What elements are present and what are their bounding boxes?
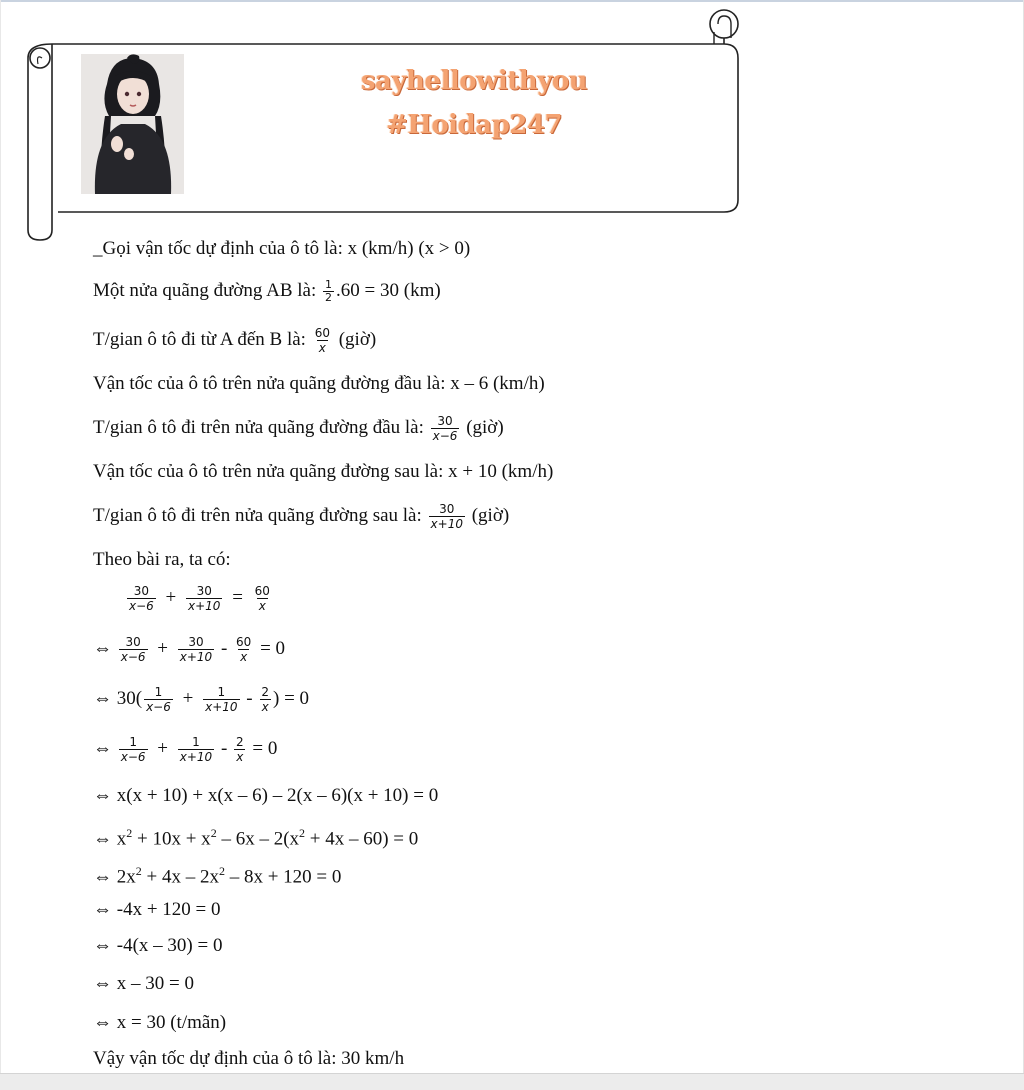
equation-text: x – 30 = 0 (116, 973, 194, 994)
bottom-scrollbar-area[interactable] (0, 1073, 1024, 1090)
line-first-half-velocity: Vận tốc của ô tô trên nửa quãng đường đầu là: x – 6 (km/h) (93, 373, 545, 394)
numerator: 30 (125, 635, 141, 649)
text: T/gian ô tô đi trên nửa quãng đường sau là: (93, 504, 422, 526)
equivalence-sign: ⇔ (93, 687, 112, 709)
fraction (119, 735, 148, 764)
equivalence-sign: ⇔ (93, 637, 112, 659)
fraction (313, 326, 332, 355)
plus-sign: + (157, 737, 169, 759)
equation-step-8 (93, 898, 221, 922)
denominator: 2 (325, 291, 333, 305)
text: T/gian ô tô đi trên nửa quãng đường đầu là: (93, 416, 424, 438)
brand-name: sayhellowithyou (360, 66, 588, 96)
exponent: 2 (135, 864, 142, 878)
equation-step-5 (93, 784, 438, 808)
numerator: 30 (133, 584, 150, 598)
denominator: x+10 (430, 517, 463, 531)
line-half-distance (93, 279, 441, 304)
denominator: x−6 (120, 750, 146, 764)
fraction (144, 685, 173, 714)
fraction (234, 635, 253, 664)
line-second-half-time (93, 502, 509, 531)
equation-text: 2x (116, 866, 136, 888)
plus-sign: + (157, 637, 169, 659)
equivalence-sign: ⇔ (93, 899, 112, 920)
equivalence-sign: ⇔ (93, 737, 112, 759)
equation-step-7 (93, 859, 341, 889)
equation-text: x = 30 (t/mãn) (116, 1012, 227, 1033)
numerator: 30 (196, 584, 212, 598)
denominator: x−6 (146, 700, 171, 714)
numerator: 30 (188, 635, 204, 649)
equation-step-2 (93, 635, 285, 664)
numerator: 1 (325, 278, 333, 292)
exponent: 2 (210, 826, 217, 840)
plus-sign: + (182, 687, 194, 709)
equivalence-sign: ⇔ (93, 935, 112, 956)
numerator: 60 (236, 635, 252, 649)
fraction (234, 735, 246, 764)
brand-tag: #Hoidap247 (385, 110, 563, 140)
line-first-half-time (93, 414, 504, 443)
fraction (323, 279, 334, 304)
line-second-half-velocity: Vận tốc của ô tô trên nửa quãng đường sau là: x + 10 (km/h) (93, 461, 554, 482)
numerator: 1 (129, 735, 137, 749)
fraction (178, 735, 214, 764)
exponent: 2 (126, 826, 133, 840)
denominator: x−6 (432, 429, 458, 443)
line-let-velocity: _Gọi vận tốc dự định của ô tô là: x (km/h) (x > 0) (93, 238, 471, 259)
equation-step-10 (93, 972, 194, 996)
equation-step-1 (125, 584, 274, 613)
equation-text: -4(x – 30) = 0 (116, 935, 223, 956)
fraction (178, 635, 214, 664)
fraction (119, 635, 148, 664)
equation-step-11 (93, 1011, 226, 1035)
equation-text: + 4x – 60) = 0 (305, 828, 419, 850)
denominator: x (236, 750, 244, 764)
equation-step-6 (93, 821, 418, 851)
denominator: x (261, 700, 269, 714)
window-left-border (0, 0, 1, 1089)
line-total-time (93, 326, 376, 355)
denominator: x (240, 650, 248, 664)
denominator: x+10 (179, 650, 213, 664)
equation-text: + 10x + x (132, 828, 211, 850)
equation-step-4 (93, 735, 277, 764)
conclusion-line: Vậy vận tốc dự định của ô tô là: 30 km/h (93, 1048, 405, 1069)
text: (giờ) (471, 504, 510, 526)
numerator: 30 (439, 502, 455, 516)
minus-sign: - (246, 687, 253, 709)
denominator: x−6 (120, 650, 146, 664)
line-by-problem: Theo bài ra, ta có: (93, 549, 231, 570)
text: (giờ) (466, 416, 504, 438)
numerator: 1 (192, 735, 200, 749)
fraction (186, 584, 222, 613)
text: (giờ) (338, 328, 377, 350)
numerator: 30 (437, 414, 453, 428)
equivalence-sign: ⇔ (93, 785, 112, 806)
equation-text: – 8x + 120 = 0 (224, 866, 342, 888)
fraction (253, 584, 272, 613)
minus-sign: - (220, 637, 228, 659)
equation-text: x (116, 828, 127, 850)
text: Một nửa quãng đường AB là: (93, 280, 317, 301)
exponent: 2 (299, 826, 306, 840)
equation-text: – 6x – 2(x (216, 828, 300, 850)
fraction (429, 502, 465, 531)
numerator: 2 (236, 735, 244, 749)
fraction (431, 414, 460, 443)
denominator: x (318, 341, 326, 355)
denominator: x (258, 599, 266, 613)
equation-step-9 (93, 934, 222, 958)
denominator: x+10 (205, 700, 238, 714)
numerator: 1 (217, 685, 226, 699)
equation-text: + 4x – 2x (141, 866, 219, 888)
numerator: 2 (261, 685, 269, 699)
minus-sign: - (220, 737, 228, 759)
denominator: x+10 (188, 599, 221, 613)
equation-text: x(x + 10) + x(x – 6) – 2(x – 6)(x + 10) = 0 (116, 785, 439, 806)
equivalence-sign: ⇔ (93, 828, 112, 850)
numerator: 60 (254, 584, 270, 598)
equals-zero: = 0 (260, 637, 286, 659)
equivalence-sign: ⇔ (93, 1012, 112, 1033)
equation-step-3 (93, 685, 309, 714)
fraction (203, 685, 239, 714)
denominator: x−6 (129, 599, 154, 613)
text: T/gian ô tô đi từ A đến B là: (93, 328, 306, 350)
fraction (259, 685, 271, 714)
avatar (81, 54, 184, 194)
numerator: 1 (154, 685, 163, 699)
window-top-border (0, 0, 1024, 2)
scroll-banner (24, 8, 744, 244)
plus-sign: + (165, 586, 177, 608)
fraction (127, 584, 156, 613)
equivalence-sign: ⇔ (93, 866, 112, 888)
numerator: 60 (314, 326, 330, 340)
equals-sign: = (232, 586, 243, 608)
exponent: 2 (218, 864, 225, 878)
factor-30: 30( (116, 687, 143, 709)
text: .60 = 30 (km) (336, 280, 441, 301)
denominator: x+10 (179, 750, 213, 764)
equals-zero: ) = 0 (273, 687, 310, 709)
equivalence-sign: ⇔ (93, 973, 112, 994)
equation-text: -4x + 120 = 0 (116, 899, 221, 920)
equals-zero: = 0 (252, 737, 278, 759)
